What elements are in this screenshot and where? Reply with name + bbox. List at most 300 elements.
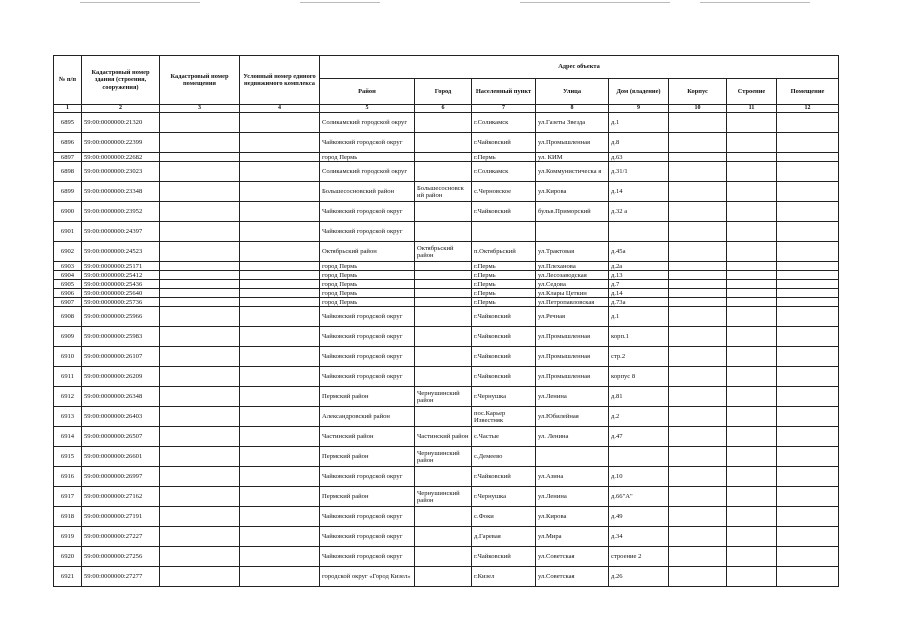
- cell-city: Чернушинский район: [415, 447, 472, 467]
- cell-district: Пермский район: [320, 447, 415, 467]
- cell-district: город Пермь: [320, 298, 415, 307]
- cell-street: ул.Коммунистическа я: [536, 162, 609, 182]
- cell-city: [415, 289, 472, 298]
- header-district: Район: [320, 79, 415, 105]
- cell-pomeshchenie: [777, 113, 839, 133]
- cell-room-cadastral: [160, 327, 240, 347]
- cell-street: ул.Седова: [536, 280, 609, 289]
- cell-street: ул. КИМ: [536, 153, 609, 162]
- cell-locality: г.Чайковский: [472, 133, 536, 153]
- cell-conditional-number: [240, 222, 320, 242]
- cell-city: Чернушинский район: [415, 487, 472, 507]
- table-row: [54, 242, 839, 262]
- cell-district: Соликамский городской округ: [320, 113, 415, 133]
- cell-stroenie: [727, 262, 777, 271]
- cell-street: ул.Юбилейная: [536, 407, 609, 427]
- table-row: [54, 327, 839, 347]
- cell-number: 6900: [54, 202, 82, 222]
- cell-district: город Пермь: [320, 262, 415, 271]
- table-row: [54, 367, 839, 387]
- cell-conditional-number: [240, 447, 320, 467]
- cell-cadastral-number: 59:00:0000000:22682: [82, 153, 160, 162]
- cell-cadastral-number: 59:00:0000000:25736: [82, 298, 160, 307]
- cell-cadastral-number: 59:00:0000000:21320: [82, 113, 160, 133]
- cell-city: [415, 162, 472, 182]
- cell-pomeshchenie: [777, 327, 839, 347]
- cell-room-cadastral: [160, 202, 240, 222]
- cell-district: город Пермь: [320, 271, 415, 280]
- cell-locality: г.Пермь: [472, 298, 536, 307]
- cell-pomeshchenie: [777, 407, 839, 427]
- cell-number: 6905: [54, 280, 82, 289]
- col-number: 2: [82, 105, 160, 113]
- table-row: [54, 507, 839, 527]
- cell-pomeshchenie: [777, 307, 839, 327]
- cell-conditional-number: [240, 153, 320, 162]
- cell-conditional-number: [240, 347, 320, 367]
- cell-house: строение 2: [609, 547, 669, 567]
- cell-city: [415, 347, 472, 367]
- header-street: Улица: [536, 79, 609, 105]
- cell-locality: г.Чернушка: [472, 387, 536, 407]
- cell-korpus: [669, 567, 727, 587]
- cell-district: Пермский район: [320, 387, 415, 407]
- cell-house: д.2а: [609, 262, 669, 271]
- cell-city: [415, 507, 472, 527]
- cell-pomeshchenie: [777, 367, 839, 387]
- cell-conditional-number: [240, 307, 320, 327]
- cell-stroenie: [727, 507, 777, 527]
- cell-street: ул.Кирова: [536, 182, 609, 202]
- cell-stroenie: [727, 271, 777, 280]
- table-row: [54, 527, 839, 547]
- cell-district: город Пермь: [320, 280, 415, 289]
- cell-number: 6898: [54, 162, 82, 182]
- cell-street: ул.Промышленная: [536, 327, 609, 347]
- cell-room-cadastral: [160, 162, 240, 182]
- cell-pomeshchenie: [777, 527, 839, 547]
- cell-conditional-number: [240, 298, 320, 307]
- cell-locality: г.Чернушка: [472, 487, 536, 507]
- cell-stroenie: [727, 133, 777, 153]
- cell-korpus: [669, 367, 727, 387]
- cell-cadastral-number: 59:00:0000000:22399: [82, 133, 160, 153]
- cell-cadastral-number: 59:00:0000000:23952: [82, 202, 160, 222]
- cell-district: Чайковский городской округ: [320, 527, 415, 547]
- table-row: [54, 298, 839, 307]
- cell-district: Соликамский городской округ: [320, 162, 415, 182]
- cell-room-cadastral: [160, 222, 240, 242]
- table-row: [54, 487, 839, 507]
- cell-room-cadastral: [160, 447, 240, 467]
- cell-district: Чайковский городской округ: [320, 133, 415, 153]
- cell-stroenie: [727, 298, 777, 307]
- cell-district: Чайковский городской округ: [320, 327, 415, 347]
- header-address: Адрес объекта: [320, 56, 839, 79]
- cell-street: ул.Газеты Звезда: [536, 113, 609, 133]
- cell-korpus: [669, 289, 727, 298]
- cell-korpus: [669, 271, 727, 280]
- cell-street: ул.Петропавловская: [536, 298, 609, 307]
- cell-cadastral-number: 59:00:0000000:24397: [82, 222, 160, 242]
- cell-number: 6913: [54, 407, 82, 427]
- cell-number: 6915: [54, 447, 82, 467]
- cell-cadastral-number: 59:00:0000000:23348: [82, 182, 160, 202]
- cell-street: ул. Ленина: [536, 427, 609, 447]
- scan-top-mark: [700, 2, 810, 3]
- cell-pomeshchenie: [777, 289, 839, 298]
- cell-house: д.7: [609, 280, 669, 289]
- table-row: [54, 387, 839, 407]
- cell-number: 6906: [54, 289, 82, 298]
- cell-street: ул.Советская: [536, 567, 609, 587]
- cell-house: корп.1: [609, 327, 669, 347]
- cell-house: д.1: [609, 307, 669, 327]
- cell-district: Частинский район: [320, 427, 415, 447]
- cell-pomeshchenie: [777, 467, 839, 487]
- cell-street: [536, 222, 609, 242]
- cell-city: [415, 280, 472, 289]
- cell-house: д.26: [609, 567, 669, 587]
- cell-pomeshchenie: [777, 153, 839, 162]
- cell-cadastral-number: 59:00:0000000:27256: [82, 547, 160, 567]
- cell-room-cadastral: [160, 242, 240, 262]
- cell-pomeshchenie: [777, 347, 839, 367]
- cell-house: д.8: [609, 133, 669, 153]
- cell-room-cadastral: [160, 487, 240, 507]
- header-cad-building: Кадастровый номер здания (строения, сооружения): [82, 56, 160, 105]
- cell-room-cadastral: [160, 307, 240, 327]
- cell-pomeshchenie: [777, 507, 839, 527]
- cell-city: [415, 527, 472, 547]
- cell-house: д.31/1: [609, 162, 669, 182]
- cell-locality: с.Частые: [472, 427, 536, 447]
- cell-korpus: [669, 347, 727, 367]
- cell-korpus: [669, 182, 727, 202]
- table-row: [54, 280, 839, 289]
- cell-number: 6904: [54, 271, 82, 280]
- cell-house: д.63: [609, 153, 669, 162]
- cell-cadastral-number: 59:00:0000000:27277: [82, 567, 160, 587]
- cell-city: [415, 271, 472, 280]
- cell-locality: г.Чайковский: [472, 547, 536, 567]
- cell-house: [609, 222, 669, 242]
- cell-cadastral-number: 59:00:0000000:27191: [82, 507, 160, 527]
- cell-district: городской округ «Город Кизел»: [320, 567, 415, 587]
- cell-conditional-number: [240, 280, 320, 289]
- cell-street: ул.Трактовая: [536, 242, 609, 262]
- cell-city: [415, 327, 472, 347]
- cell-stroenie: [727, 113, 777, 133]
- cell-cadastral-number: 59:00:0000000:26997: [82, 467, 160, 487]
- cell-korpus: [669, 407, 727, 427]
- cell-city: Большесосновск ий район: [415, 182, 472, 202]
- cell-conditional-number: [240, 289, 320, 298]
- cell-city: Частинский район: [415, 427, 472, 447]
- cell-district: Чайковский городской округ: [320, 222, 415, 242]
- cell-district: город Пермь: [320, 153, 415, 162]
- cell-number: 6903: [54, 262, 82, 271]
- cell-house: д.73а: [609, 298, 669, 307]
- cell-house: корпус 8: [609, 367, 669, 387]
- cell-pomeshchenie: [777, 242, 839, 262]
- cell-cadastral-number: 59:00:0000000:25966: [82, 307, 160, 327]
- cell-street: [536, 447, 609, 467]
- cell-korpus: [669, 527, 727, 547]
- cell-locality: г.Пермь: [472, 262, 536, 271]
- cell-city: [415, 547, 472, 567]
- cell-number: 6908: [54, 307, 82, 327]
- cell-street: ул.Советская: [536, 547, 609, 567]
- cell-room-cadastral: [160, 467, 240, 487]
- cell-room-cadastral: [160, 547, 240, 567]
- cell-conditional-number: [240, 527, 320, 547]
- cell-pomeshchenie: [777, 547, 839, 567]
- cell-cadastral-number: 59:00:0000000:25640: [82, 289, 160, 298]
- cell-cadastral-number: 59:00:0000000:23023: [82, 162, 160, 182]
- cell-conditional-number: [240, 182, 320, 202]
- cell-pomeshchenie: [777, 427, 839, 447]
- cell-house: д.32 а: [609, 202, 669, 222]
- cell-room-cadastral: [160, 182, 240, 202]
- cell-stroenie: [727, 162, 777, 182]
- table-row: [54, 182, 839, 202]
- cell-number: 6902: [54, 242, 82, 262]
- cell-room-cadastral: [160, 347, 240, 367]
- cell-number: 6918: [54, 507, 82, 527]
- cell-street: бульв.Приморский: [536, 202, 609, 222]
- registry-table: [53, 55, 839, 587]
- header-cond-number: Условный номер единого недвижимого комплекса: [240, 56, 320, 105]
- cell-locality: с.Фоки: [472, 507, 536, 527]
- cell-city: [415, 367, 472, 387]
- table-row: [54, 467, 839, 487]
- table-row: [54, 133, 839, 153]
- cell-district: Чайковский городской округ: [320, 307, 415, 327]
- table-row: [54, 153, 839, 162]
- cell-city: [415, 202, 472, 222]
- cell-room-cadastral: [160, 262, 240, 271]
- cell-conditional-number: [240, 387, 320, 407]
- cell-house: д.10: [609, 467, 669, 487]
- table-row: [54, 567, 839, 587]
- header-cad-room: Кадастровый номер помещения: [160, 56, 240, 105]
- cell-cadastral-number: 59:00:0000000:25436: [82, 280, 160, 289]
- cell-stroenie: [727, 202, 777, 222]
- cell-city: [415, 567, 472, 587]
- cell-number: 6920: [54, 547, 82, 567]
- col-number: 5: [320, 105, 415, 113]
- cell-locality: г.Кизел: [472, 567, 536, 587]
- table-row: [54, 222, 839, 242]
- cell-korpus: [669, 307, 727, 327]
- cell-korpus: [669, 447, 727, 467]
- cell-cadastral-number: 59:00:0000000:26209: [82, 367, 160, 387]
- cell-city: [415, 407, 472, 427]
- cell-pomeshchenie: [777, 567, 839, 587]
- cell-district: Александровский район: [320, 407, 415, 427]
- cell-street: ул.Кирова: [536, 507, 609, 527]
- cell-house: д.45а: [609, 242, 669, 262]
- cell-conditional-number: [240, 467, 320, 487]
- cell-house: д.49: [609, 507, 669, 527]
- cell-number: 6897: [54, 153, 82, 162]
- cell-city: [415, 133, 472, 153]
- cell-conditional-number: [240, 242, 320, 262]
- cell-locality: г.Соликамск: [472, 113, 536, 133]
- cell-cadastral-number: 59:00:0000000:25171: [82, 262, 160, 271]
- cell-room-cadastral: [160, 427, 240, 447]
- cell-number: 6919: [54, 527, 82, 547]
- cell-locality: с.Демеево: [472, 447, 536, 467]
- cell-conditional-number: [240, 202, 320, 222]
- column-number-row: [54, 105, 839, 113]
- table-row: [54, 347, 839, 367]
- cell-locality: п.Октябрьский: [472, 242, 536, 262]
- cell-stroenie: [727, 487, 777, 507]
- header-pomeshchenie: Помещение: [777, 79, 839, 105]
- cell-locality: г.Пермь: [472, 271, 536, 280]
- cell-street: ул.Мира: [536, 527, 609, 547]
- cell-stroenie: [727, 427, 777, 447]
- cell-korpus: [669, 222, 727, 242]
- cell-conditional-number: [240, 487, 320, 507]
- cell-number: 6914: [54, 427, 82, 447]
- cell-stroenie: [727, 222, 777, 242]
- cell-street: ул.Речная: [536, 307, 609, 327]
- header-house: Дом (владение): [609, 79, 669, 105]
- cell-stroenie: [727, 407, 777, 427]
- cell-street: ул.Промышленная: [536, 347, 609, 367]
- cell-korpus: [669, 113, 727, 133]
- cell-stroenie: [727, 153, 777, 162]
- cell-korpus: [669, 467, 727, 487]
- cell-stroenie: [727, 347, 777, 367]
- table-row: [54, 113, 839, 133]
- header-stroenie: Строение: [727, 79, 777, 105]
- cell-street: ул.Азина: [536, 467, 609, 487]
- cell-conditional-number: [240, 262, 320, 271]
- cell-locality: г.Пермь: [472, 280, 536, 289]
- table-row: [54, 427, 839, 447]
- cell-pomeshchenie: [777, 487, 839, 507]
- cell-stroenie: [727, 547, 777, 567]
- cell-street: ул.Плеханова: [536, 262, 609, 271]
- cell-street: ул.Ленина: [536, 487, 609, 507]
- cell-cadastral-number: 59:00:0000000:25983: [82, 327, 160, 347]
- col-number: 7: [472, 105, 536, 113]
- cell-cadastral-number: 59:00:0000000:26348: [82, 387, 160, 407]
- registry-rows: [54, 113, 839, 587]
- cell-cadastral-number: 59:00:0000000:27162: [82, 487, 160, 507]
- cell-room-cadastral: [160, 113, 240, 133]
- col-number: 6: [415, 105, 472, 113]
- cell-locality: г.Соликамск: [472, 162, 536, 182]
- cell-number: 6907: [54, 298, 82, 307]
- cell-house: стр.2: [609, 347, 669, 367]
- cell-pomeshchenie: [777, 222, 839, 242]
- cell-korpus: [669, 507, 727, 527]
- cell-korpus: [669, 387, 727, 407]
- cell-conditional-number: [240, 113, 320, 133]
- cell-conditional-number: [240, 547, 320, 567]
- cell-conditional-number: [240, 367, 320, 387]
- table-row: [54, 407, 839, 427]
- cell-stroenie: [727, 567, 777, 587]
- cell-cadastral-number: 59:00:0000000:26507: [82, 427, 160, 447]
- cell-stroenie: [727, 527, 777, 547]
- cell-house: д.66"А": [609, 487, 669, 507]
- cell-locality: г.Чайковский: [472, 347, 536, 367]
- cell-cadastral-number: 59:00:0000000:26403: [82, 407, 160, 427]
- cell-city: [415, 467, 472, 487]
- cell-locality: д.Гаревая: [472, 527, 536, 547]
- scan-top-mark: [80, 2, 200, 3]
- cell-room-cadastral: [160, 289, 240, 298]
- cell-korpus: [669, 298, 727, 307]
- cell-city: [415, 307, 472, 327]
- cell-city: [415, 222, 472, 242]
- header-korpus: Корпус: [669, 79, 727, 105]
- table-row: [54, 447, 839, 467]
- cell-number: 6895: [54, 113, 82, 133]
- cell-house: д.2: [609, 407, 669, 427]
- cell-street: ул.Промышленная: [536, 133, 609, 153]
- cell-room-cadastral: [160, 387, 240, 407]
- cell-house: д.13: [609, 271, 669, 280]
- cell-house: д.14: [609, 182, 669, 202]
- cell-number: 6911: [54, 367, 82, 387]
- col-number: 8: [536, 105, 609, 113]
- scan-top-mark: [520, 2, 670, 3]
- table-row: [54, 162, 839, 182]
- header-num: № п/п: [54, 56, 82, 105]
- cell-district: Чайковский городской округ: [320, 467, 415, 487]
- cell-house: д.81: [609, 387, 669, 407]
- cell-city: [415, 262, 472, 271]
- cell-room-cadastral: [160, 367, 240, 387]
- cell-district: Пермский район: [320, 487, 415, 507]
- cell-korpus: [669, 133, 727, 153]
- cell-pomeshchenie: [777, 447, 839, 467]
- cell-korpus: [669, 427, 727, 447]
- col-number: 12: [777, 105, 839, 113]
- cell-conditional-number: [240, 327, 320, 347]
- cell-locality: с.Черновское: [472, 182, 536, 202]
- cell-stroenie: [727, 447, 777, 467]
- cell-conditional-number: [240, 427, 320, 447]
- cell-stroenie: [727, 280, 777, 289]
- cell-room-cadastral: [160, 527, 240, 547]
- cell-locality: пос.Карьер Известняк: [472, 407, 536, 427]
- cell-pomeshchenie: [777, 162, 839, 182]
- cell-street: ул.Промышленная: [536, 367, 609, 387]
- cell-district: Чайковский городской округ: [320, 507, 415, 527]
- cell-street: ул.Клары Цеткин: [536, 289, 609, 298]
- cell-room-cadastral: [160, 153, 240, 162]
- cell-number: 6896: [54, 133, 82, 153]
- cell-street: ул.Ленина: [536, 387, 609, 407]
- cell-city: [415, 113, 472, 133]
- cell-stroenie: [727, 327, 777, 347]
- cell-korpus: [669, 280, 727, 289]
- header-locality: Населенный пункт: [472, 79, 536, 105]
- cell-stroenie: [727, 289, 777, 298]
- col-number: 10: [669, 105, 727, 113]
- cell-stroenie: [727, 367, 777, 387]
- cell-district: Большесосновский район: [320, 182, 415, 202]
- cell-number: 6910: [54, 347, 82, 367]
